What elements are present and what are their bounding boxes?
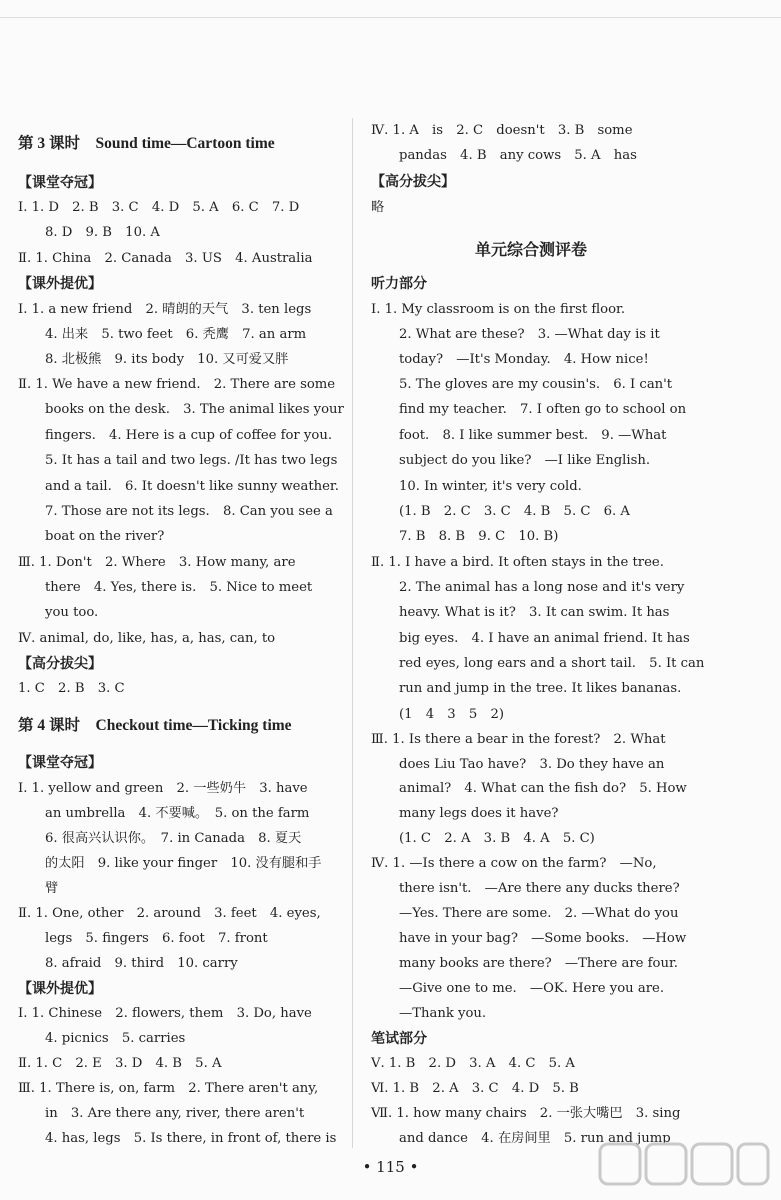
answer-line: many legs does it have? xyxy=(399,806,559,821)
answer-line: Ⅴ. 1. B 2. D 3. A 4. C 5. A xyxy=(371,1056,575,1071)
answer-line: Ⅰ. 1. Chinese 2. flowers, them 3. Do, have xyxy=(18,1006,312,1021)
top-rule xyxy=(0,17,781,18)
answer-line: Ⅱ. 1. I have a bird. It often stays in the tree. xyxy=(371,555,664,570)
answer-line: (1. B 2. C 3. C 4. B 5. C 6. A xyxy=(399,504,630,519)
answer-line: boat on the river? xyxy=(45,529,165,544)
answer-line: today? —It's Monday. 4. How nice! xyxy=(399,352,649,367)
section-heading: 【课外提优】 xyxy=(18,981,102,997)
answer-line: Ⅵ. 1. B 2. A 3. C 4. D 5. B xyxy=(371,1081,579,1096)
answer-line: foot. 8. I like summer best. 9. —What xyxy=(399,428,667,443)
column-divider xyxy=(352,118,353,1148)
answer-line: does Liu Tao have? 3. Do they have an xyxy=(399,757,665,772)
answer-line: Ⅱ. 1. C 2. E 3. D 4. B 5. A xyxy=(18,1056,222,1071)
lesson-title: 第 4 课时 Checkout time—Ticking time xyxy=(18,717,292,734)
answer-line: 10. In winter, it's very cold. xyxy=(399,479,582,494)
answer-line: 的太阳 9. like your finger 10. 没有腿和手 xyxy=(45,856,322,871)
answer-line: 略 xyxy=(371,200,385,215)
answer-line: (1 4 3 5 2) xyxy=(399,707,504,722)
answer-line: an umbrella 4. 不要喊。 5. on the farm xyxy=(45,806,310,821)
answer-line: Ⅶ. 1. how many chairs 2. 一张大嘴巴 3. sing xyxy=(371,1106,681,1121)
answer-line: Ⅰ. 1. D 2. B 3. C 4. D 5. A 6. C 7. D xyxy=(18,200,300,215)
answer-line: 2. The animal has a long nose and it's very xyxy=(399,580,685,595)
answer-line: 2. What are these? 3. —What day is it xyxy=(399,327,660,342)
answer-line: 1. C 2. B 3. C xyxy=(18,681,125,696)
answer-line: 5. It has a tail and two legs. /It has two legs xyxy=(45,453,338,468)
answer-line: 8. D 9. B 10. A xyxy=(45,225,160,240)
answer-line: red eyes, long ears and a short tail. 5. It can xyxy=(399,656,705,671)
answer-line: Ⅲ. 1. Is there a bear in the forest? 2. What xyxy=(371,732,666,747)
section-heading: 【高分拔尖】 xyxy=(18,656,102,672)
section-heading: 【课堂夺冠】 xyxy=(18,175,102,191)
page-number: • 115 • xyxy=(362,1158,419,1176)
answer-line: there 4. Yes, there is. 5. Nice to meet xyxy=(45,580,313,595)
answer-line: you too. xyxy=(45,605,99,620)
answer-line: and dance 4. 在房间里 5. run and jump xyxy=(399,1131,671,1146)
answer-line: 7. B 8. B 9. C 10. B) xyxy=(399,529,559,544)
answer-line: Ⅱ. 1. We have a new friend. 2. There are some xyxy=(18,377,336,392)
unit-test-title: 单元综合测评卷 xyxy=(474,240,587,259)
answer-line: 4. 出来 5. two feet 6. 秃鹰 7. an arm xyxy=(45,327,307,342)
answer-line: subject do you like? —I like English. xyxy=(399,453,651,468)
answer-line: run and jump in the tree. It likes bananas. xyxy=(399,681,682,696)
answer-line: animal? 4. What can the fish do? 5. How xyxy=(399,781,687,796)
section-heading: 听力部分 xyxy=(371,276,427,292)
answer-line: have in your bag? —Some books. —How xyxy=(399,931,687,946)
answer-line: Ⅱ. 1. One, other 2. around 3. feet 4. eyes, xyxy=(18,906,321,921)
answer-line: —Thank you. xyxy=(399,1006,487,1021)
answer-line: 6. 很高兴认识你。 7. in Canada 8. 夏天 xyxy=(45,831,302,846)
answer-line: Ⅱ. 1. China 2. Canada 3. US 4. Australia xyxy=(18,251,313,266)
answer-line: 8. 北极熊 9. its body 10. 又可爱又胖 xyxy=(45,352,289,367)
answer-line: 4. has, legs 5. Is there, in front of, there is xyxy=(45,1131,337,1146)
answer-line: in 3. Are there any, river, there aren't xyxy=(45,1106,305,1121)
answer-line: legs 5. fingers 6. foot 7. front xyxy=(45,931,268,946)
answer-line: Ⅳ. animal, do, like, has, a, has, can, to xyxy=(18,631,276,646)
answer-line: books on the desk. 3. The animal likes your xyxy=(45,402,344,417)
section-heading: 笔试部分 xyxy=(371,1031,427,1047)
answer-line: Ⅰ. 1. yellow and green 2. 一些奶牛 3. have xyxy=(18,781,308,796)
answer-line: Ⅰ. 1. My classroom is on the first floor. xyxy=(371,302,626,317)
answer-line: Ⅲ. 1. Don't 2. Where 3. How many, are xyxy=(18,555,296,570)
section-heading: 【高分拔尖】 xyxy=(371,174,455,190)
answer-line: (1. C 2. A 3. B 4. A 5. C) xyxy=(399,831,595,846)
answer-line: 臂 xyxy=(45,881,59,896)
answer-line: big eyes. 4. I have an animal friend. It has xyxy=(399,631,690,646)
answer-line: Ⅳ. 1. —Is there a cow on the farm? —No, xyxy=(371,856,657,871)
section-heading: 【课堂夺冠】 xyxy=(18,755,102,771)
answer-line: many books are there? —There are four. xyxy=(399,956,679,971)
answer-line: 8. afraid 9. third 10. carry xyxy=(45,956,238,971)
answer-line: find my teacher. 7. I often go to school on xyxy=(399,402,687,417)
answer-line: —Yes. There are some. 2. —What do you xyxy=(399,906,679,921)
answer-line: —Give one to me. —OK. Here you are. xyxy=(399,981,665,996)
answer-line: 5. The gloves are my cousin's. 6. I can't xyxy=(399,377,673,392)
answer-line: Ⅳ. 1. A is 2. C doesn't 3. B some xyxy=(371,123,633,138)
answer-line: pandas 4. B any cows 5. A has xyxy=(399,148,637,163)
answer-line: fingers. 4. Here is a cup of coffee for you. xyxy=(45,428,333,443)
answer-line: Ⅲ. 1. There is, on, farm 2. There aren't any, xyxy=(18,1081,319,1096)
answer-line: there isn't. —Are there any ducks there? xyxy=(399,881,680,896)
section-heading: 【课外提优】 xyxy=(18,276,102,292)
answer-line: 7. Those are not its legs. 8. Can you see a xyxy=(45,504,333,519)
answer-line: and a tail. 6. It doesn't like sunny weather. xyxy=(45,479,339,494)
answer-line: heavy. What is it? 3. It can swim. It has xyxy=(399,605,670,620)
lesson-title: 第 3 课时 Sound time—Cartoon time xyxy=(18,135,275,152)
answer-line: 4. picnics 5. carries xyxy=(45,1031,186,1046)
answer-line: Ⅰ. 1. a new friend 2. 晴朗的天气 3. ten legs xyxy=(18,302,312,317)
